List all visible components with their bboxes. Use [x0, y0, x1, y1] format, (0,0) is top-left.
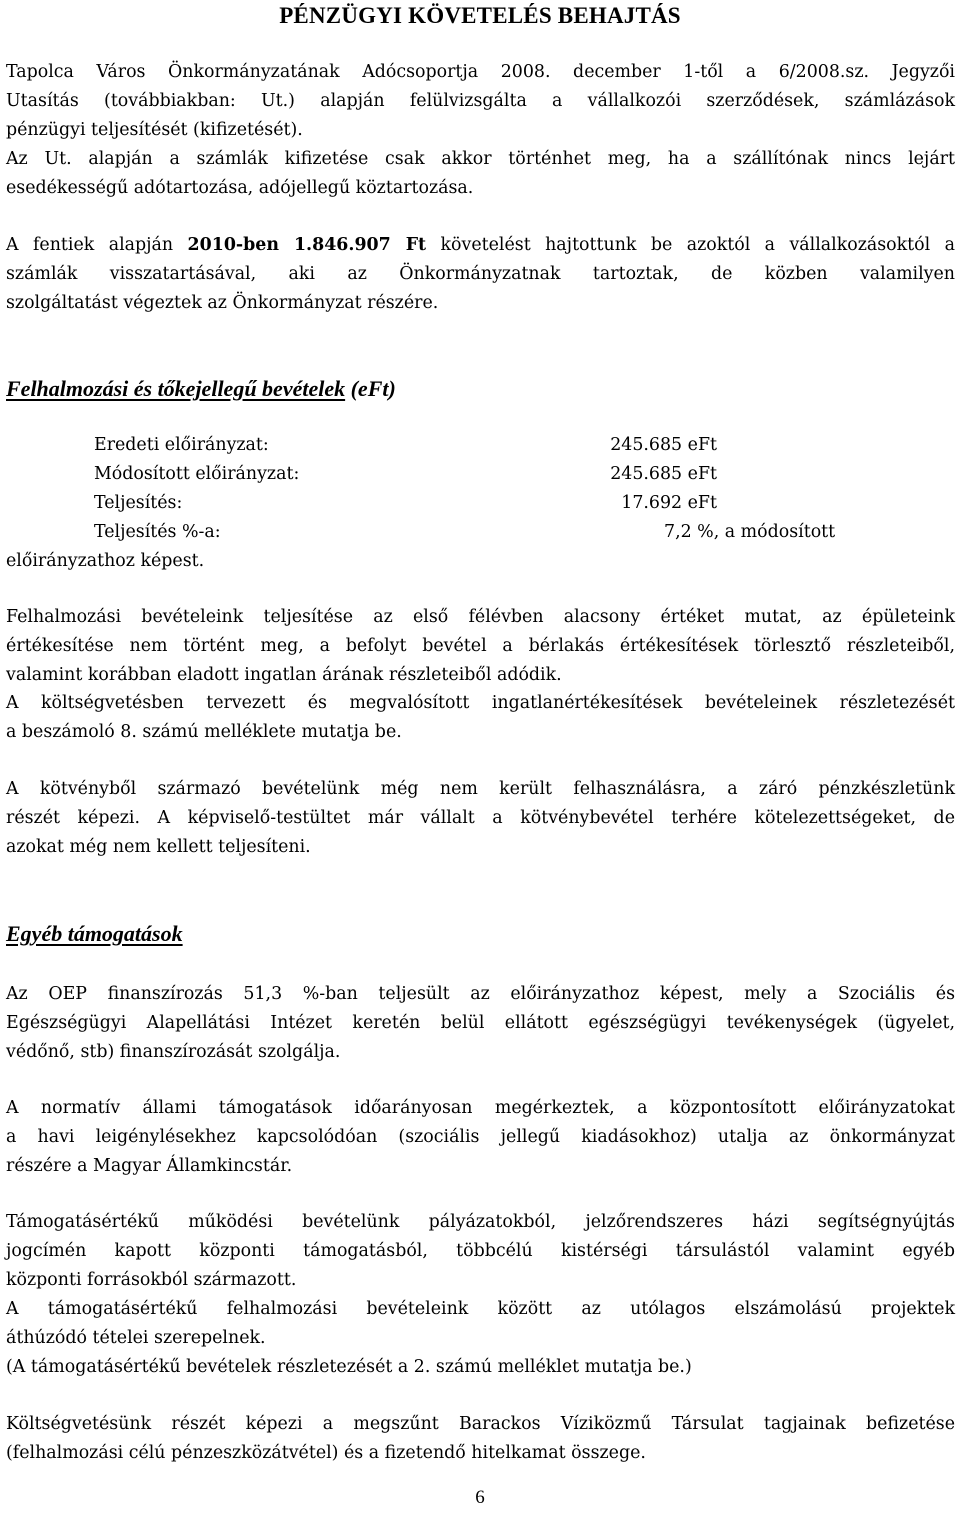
text-line	[6, 231, 955, 260]
intro-paragraph-2	[6, 145, 955, 203]
egyeb-paragraph-2	[6, 1094, 955, 1181]
row-value-eredeti: 245.685 eFt	[610, 435, 717, 455]
text-line: pénzügyi teljesítését (kifizetését).	[6, 120, 303, 140]
text-line: áthúzódó tételei szerepelnek.	[6, 1328, 266, 1348]
page-title: PÉNZÜGYI KÖVETELÉS BEHAJTÁS	[279, 3, 681, 28]
row-value-modositott: 245.685 eFt	[610, 464, 717, 484]
text-line: A kötvényből származó bevételünk még nem került felhasználásra, a záró pénzkészletünk	[6, 779, 955, 799]
text-line: szolgáltatást végeztek az Önkormányzat részére.	[6, 293, 439, 313]
text-line: A normatív állami támogatások időarányosan megérkeztek, a központosított előirányzatokat	[6, 1098, 955, 1118]
text-line: (felhalmozási célú pénzeszközátvétel) és a fizetendő hitelkamat összege.	[6, 1443, 646, 1463]
text-line: jogcímén kapott központi támogatásból, többcélú kistérségi társulástól valamint egyéb	[6, 1241, 955, 1261]
felhalmozasi-paragraph-2	[6, 689, 955, 747]
section-heading-felhalmozasi	[6, 375, 396, 403]
text-fragment: követelést hajtottunk be azoktól a vállalkozásoktól a	[426, 235, 955, 255]
egyeb-paragraph-5	[6, 1353, 955, 1382]
egyeb-paragraph-6	[6, 1410, 955, 1468]
text-line: értékesítése nem történt meg, a befolyt bevétel a bérlakás értékesítések törlesztő részleteiből,	[6, 636, 955, 656]
egyeb-paragraph-4	[6, 1295, 955, 1353]
text-line: (A támogatásértékű bevételek részletezését a 2. számú melléklet mutatja be.)	[6, 1357, 692, 1377]
text-line: részét képezi. A képviselő-testültet már vállalt a kötvénybevétel terhére kötelezettségeket, de	[6, 808, 955, 828]
text-line: védőnő, stb) finanszírozását szolgálja.	[6, 1042, 341, 1062]
text-fragment: A fentiek alapján	[6, 235, 188, 255]
row-label-eredeti: Eredeti előirányzat:	[94, 435, 269, 455]
row-label-teljesites-szazalek: Teljesítés %-a:	[94, 522, 221, 542]
text-line: a beszámoló 8. számú melléklete mutatja be.	[6, 722, 402, 742]
text-line: A költségvetésben tervezett és megvalósított ingatlanértékesítések bevételeinek részletezését	[6, 693, 955, 713]
text-line: Utasítás (továbbiakban: Ut.) alapján felülvizsgálta a vállalkozói szerződések, számlázások	[6, 91, 955, 111]
text-line: számlák visszatartásával, aki az Önkormányzatnak tartoztak, de közben valamilyen	[6, 264, 955, 284]
heading-text: Felhalmozási és tőkejellegű bevételek	[6, 376, 346, 401]
section-heading-egyeb	[6, 920, 183, 948]
text-line: Az OEP finanszírozás 51,3 %-ban teljesült az előirányzathoz képest, mely a Szociális és	[6, 984, 955, 1004]
text-line: Támogatásértékű működési bevételünk pályázatokból, jelzőrendszeres házi segítségnyújtás	[6, 1212, 955, 1232]
text-line: részére a Magyar Államkincstár.	[6, 1156, 293, 1176]
text-line: Egészségügyi Alapellátási Intézet keretén belül ellátott egészségügyi tevékenységek (ügyelet,	[6, 1013, 955, 1033]
text-line: Felhalmozási bevételeink teljesítése az első félévben alacsony értéket mutat, az épületeink	[6, 607, 955, 627]
egyeb-paragraph-1	[6, 980, 955, 1067]
text-line: azokat még nem kellett teljesíteni.	[6, 837, 311, 857]
text-line: központi forrásokból származott.	[6, 1270, 297, 1290]
felhalmozasi-paragraph-3	[6, 775, 955, 862]
heading-text: Egyéb támogatások	[6, 921, 183, 946]
row-label-teljesites: Teljesítés:	[94, 493, 183, 513]
collected-amount: 2010-ben 1.846.907 Ft	[187, 235, 427, 255]
text-line: a havi leigénylésekhez kapcsolódóan (szociális jellegű kiadásokhoz) utalja az önkormányzat	[6, 1127, 955, 1147]
row-value-teljesites-szazalek: 7,2 %, a módosított	[664, 522, 836, 542]
heading-suffix: (eFt)	[345, 376, 396, 401]
row-value-teljesites: 17.692 eFt	[621, 493, 717, 513]
text-line: Költségvetésünk részét képezi a megszűnt Barackos Víziközmű Társulat tagjainak befizetése	[6, 1414, 955, 1434]
row-label-modositott: Módosított előirányzat:	[94, 464, 300, 484]
egyeb-paragraph-3	[6, 1208, 955, 1295]
row-continuation: előirányzathoz képest.	[6, 551, 205, 571]
felhalmozasi-paragraph-1	[6, 603, 955, 690]
page-number: 6	[475, 1487, 485, 1508]
text-line: A támogatásértékű felhalmozási bevételeink között az utólagos elszámolású projektek	[6, 1299, 955, 1319]
text-line: valamint korábban eladott ingatlan árának részleteiből adódik.	[6, 665, 562, 685]
intro-paragraph-3	[6, 231, 955, 318]
intro-paragraph-1	[6, 58, 955, 145]
text-line: Az Ut. alapján a számlák kifizetése csak akkor történhet meg, ha a szállítónak nincs lejárt	[6, 149, 955, 169]
text-line: Tapolca Város Önkormányzatának Adócsoportja 2008. december 1-től a 6/2008.sz. Jegyzői	[6, 62, 955, 82]
text-line: esedékességű adótartozása, adójellegű köztartozása.	[6, 178, 474, 198]
